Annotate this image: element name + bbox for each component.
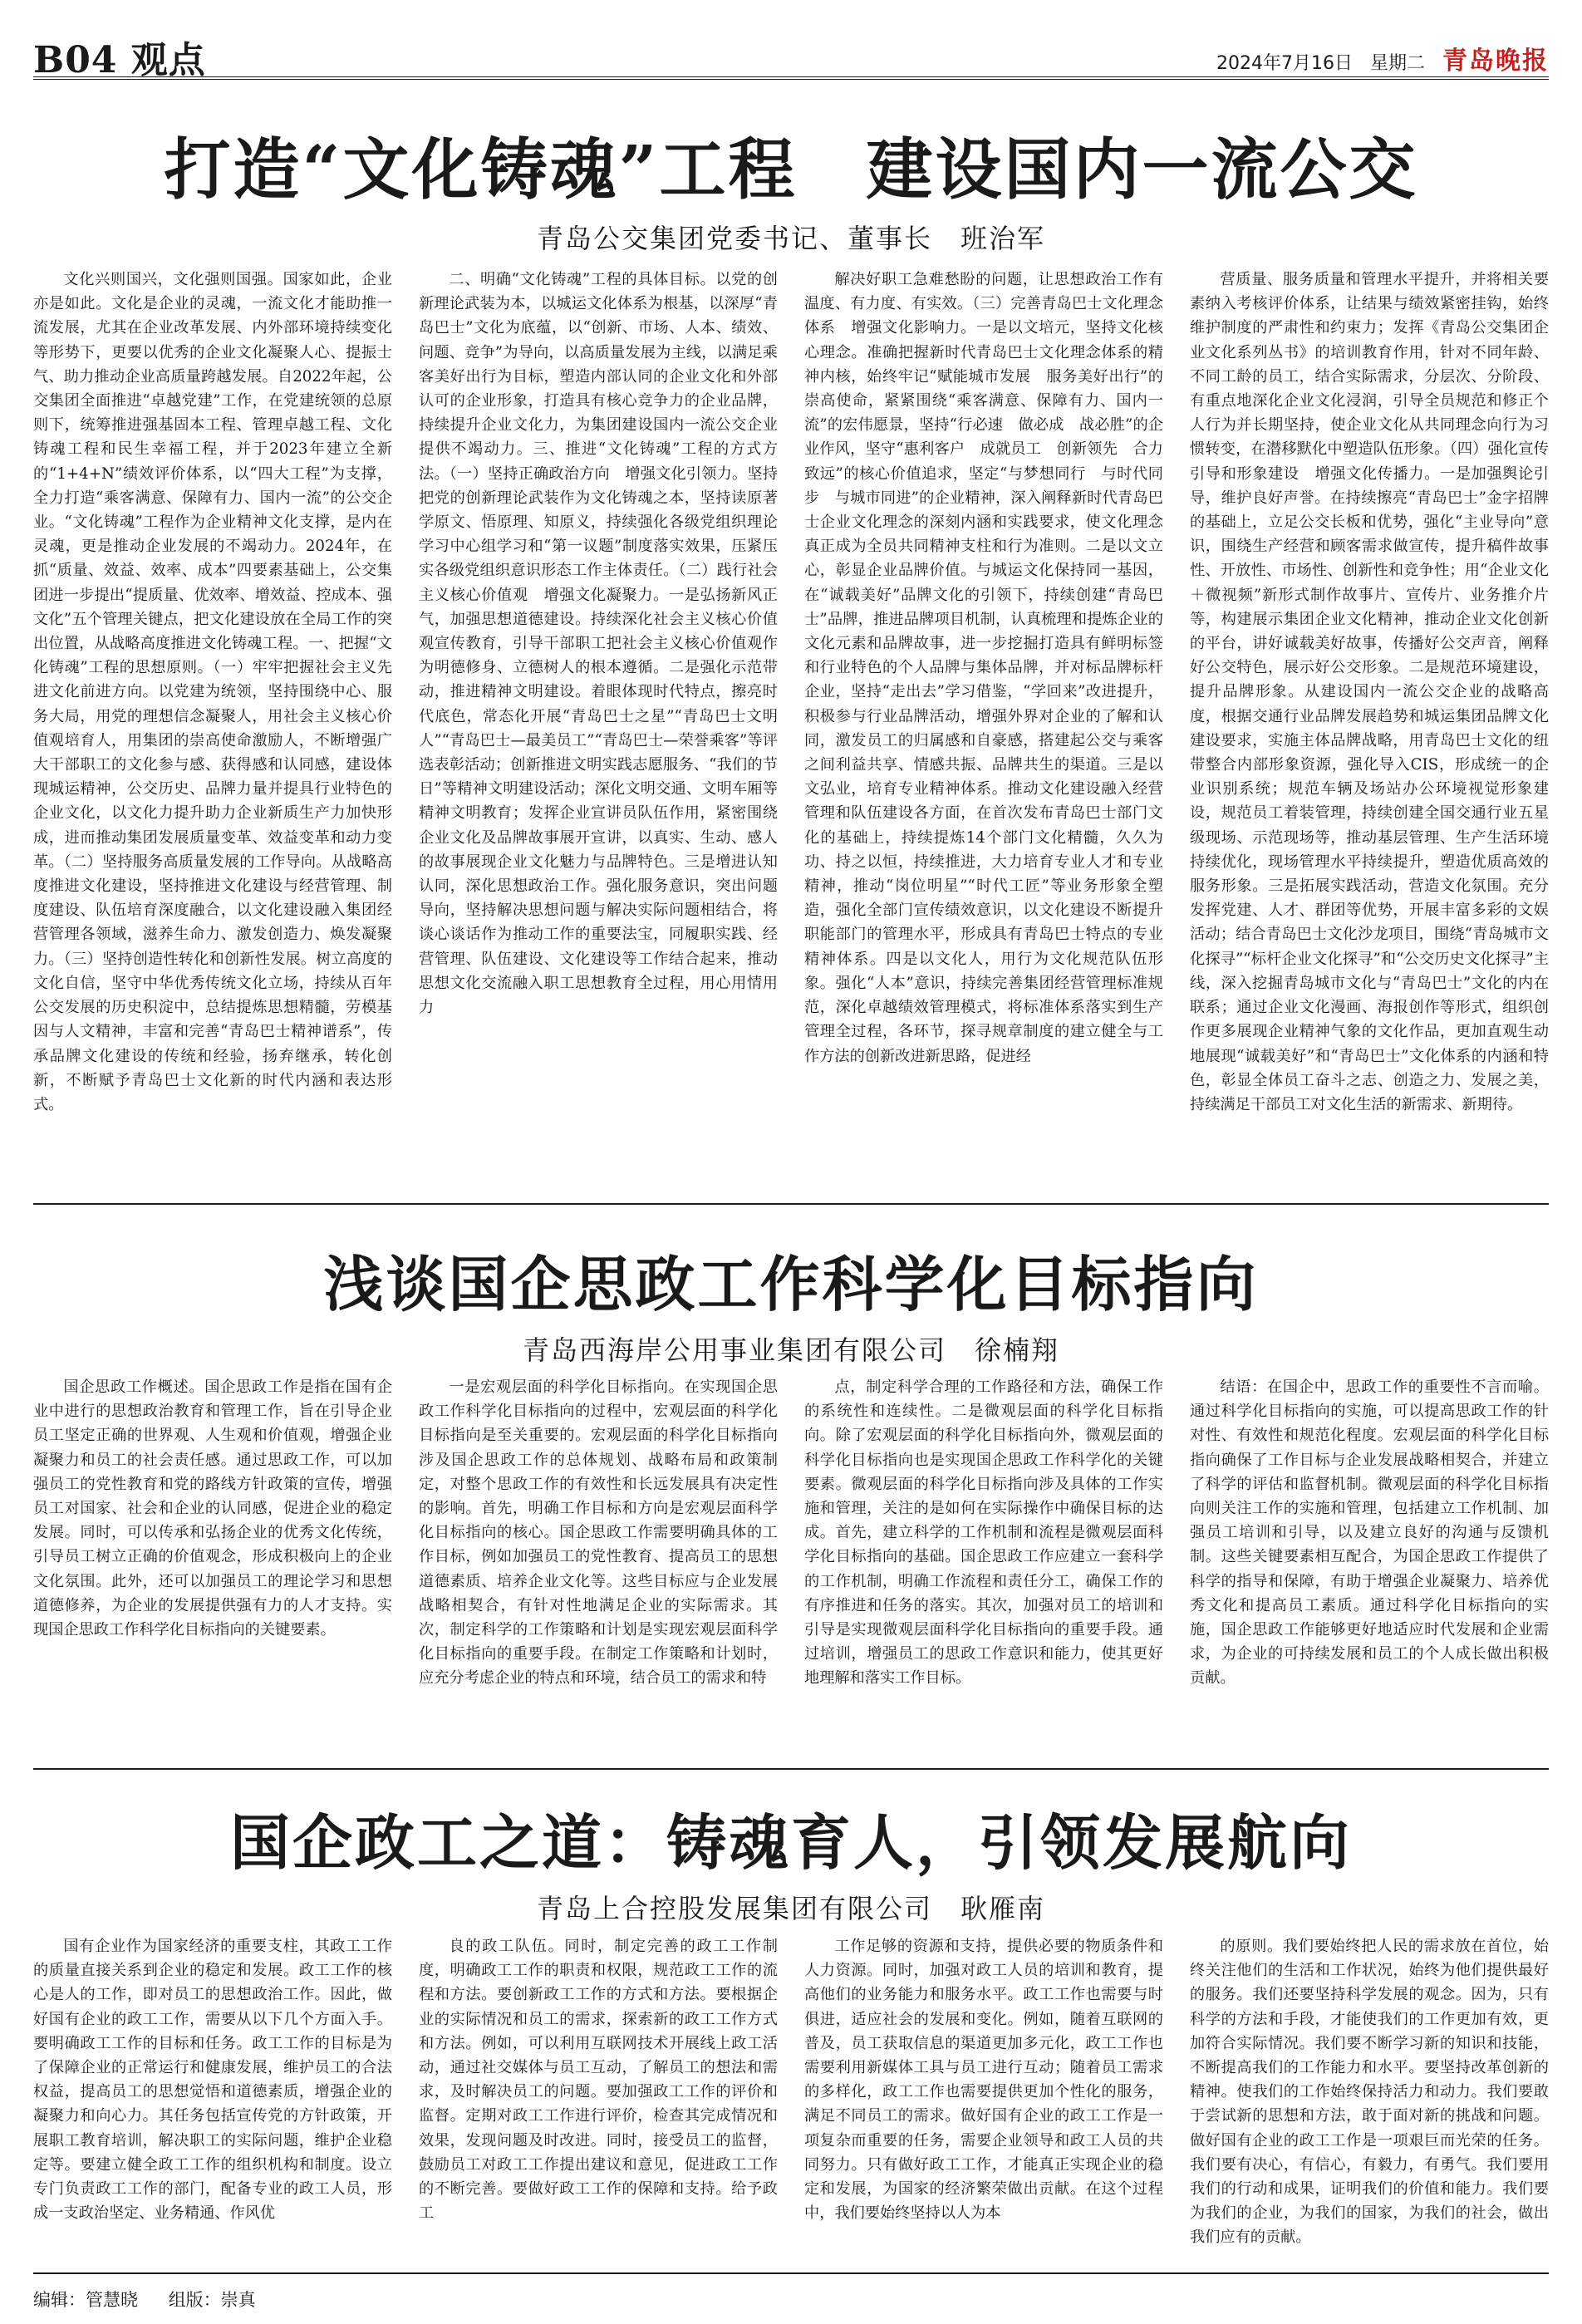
article3-column-2 [419, 1934, 778, 2254]
article2-headline: 浅谈国企思政工作科学化目标指向 [323, 1249, 1259, 1319]
article2-column-4 [1190, 1375, 1549, 1753]
article1-column-4 [1190, 268, 1549, 1188]
page-header [33, 25, 1549, 80]
article2-text-3: 点，制定科学合理的工作路径和方法，确保工作的系统性和连续性。二是微观层面的科学化目标指向。除了宏观层面的科学化目标指向外，微观层面的科学化目标指向也是实现国企思政工作科学化的关键要素。微观层面的科学化目标指向涉及具体的工作实施和管理，关注的是如何在实际操作中确保目标的达成。首先，建立科学的工作机制和流程是微观层面科学化目标指向的基础。国企思政工作应建立一套科学的工作机制，明确工作流程和责任分工，确保工作的有序推进和任务的落实。其次，加强对员工的培训和引导是实现微观层面科学化目标指向的重要手段。通过培训，增强员工的思政工作意识和能力，使其更好地理解和落实工作目标。 [804, 1378, 1163, 1688]
section-divider [33, 1203, 1549, 1205]
article3-byline: 青岛上合控股发展集团有限公司 耿雁南 [536, 1893, 1045, 1924]
section-divider [33, 1768, 1549, 1770]
page-section-label: B04 观点 [33, 39, 206, 81]
article2-byline: 青岛西海岸公用事业集团有限公司 徐楠翔 [522, 1334, 1059, 1366]
newspaper-logo: 青岛晚报 [1442, 47, 1549, 76]
article1-text-1: 文化兴则国兴，文化强则国强。国家如此，企业亦是如此。文化是企业的灵魂，一流文化才能助推一流发展，尤其在企业改革发展、内外部环境持续变化等形势下，更要以优秀的企业文化凝聚人心、提振士气、助力推动企业高质量跨越发展。自2022年起，公交集团全面推进“卓越党建”工作，在党建统领的总原则下，统筹推进强基固本工程、管理卓越工程、文化铸魂工程和民生幸福工程，并于2023年建立全新的“1+4+N”绩效评价体系，以“四大工程”为支撑，全力打造“乘客满意、保障有力、国内一流”的公交企业。“文化铸魂”工程作为企业精神文化支撑，是内在灵魂，更是推动企业发展的不竭动力。2024年，在抓“质量、效益、效率、成本”四要素基础上，公交集团进一步提出“提质量、优效率、增效益、控成本、强文化”五个管理关键点，把文化建设放在全局工作的突出位置，从战略高度推进文化铸魂工程。一、把握“文化铸魂”工程的思想原则。（一）牢牢把握社会主义先进文化前进方向。以党建为统领，坚持围绕中心、服务大局，用党的理想信念凝聚人，用社会主义核心价值观培育人，用集团的崇高使命激励人，不断增强广大干部职工的文化参与感、获得感和认同感，建设体现城运精神，公交历史、品牌力量并提具行业特色的企业文化，以文化力提升助力企业新质生产力加快形成，进而推动集团发展质量变革、效益变革和动力变革。（二）坚持服务高质量发展的工作导向。从战略高度推进文化建设，坚持推进文化建设与经营管理、制度建设、队伍培育深度融合，以文化建设融入集团经营管理各领域，滋养生命力、激发创造力、焕发凝聚力。（三）坚持创造性转化和创新性发展。树立高度的文化自信，坚守中华优秀传统文化立场，持续从百年公交发展的历史积淀中，总结提炼思想精髓，劳模基因与人文精神，丰富和完善“青岛巴士精神谱系”，传承品牌文化建设的传统和经验，扬弃继承，转化创新，不断赋予青岛巴士文化新的时代内涵和表达形式。 [33, 271, 392, 1113]
article1-column-3 [804, 268, 1163, 1188]
article3-text-2: 良的政工队伍。同时，制定完善的政工工作制度，明确政工工作的职责和权限，规范政工工作的流程和方法。要创新政工工作的方式和方法。要根据企业的实际情况和员工的需求，探索新的政工工作方式和方法。例如，可以利用互联网技术开展线上政工活动，通过社交媒体与员工互动，了解员工的想法和需求，及时解决员工的问题。要加强政工工作的评价和监督。定期对政工工作进行评价，检查其完成情况和效果，发现问题及时改进。同时，接受员工的监督，鼓励员工对政工工作提出建议和意见，促进政工工作的不断完善。要做好政工工作的保障和支持。给予政工 [419, 1938, 778, 2223]
article2-text-4: 结语：在国企中，思政工作的重要性不言而喻。通过科学化目标指向的实施，可以提高思政工作的针对性、有效性和规范化程度。宏观层面的科学化目标指向确保了工作目标与企业发展战略相契合，并建立了科学的评估和监督机制。微观层面的科学化目标指向则关注工作的实施和管理，包括建立工作机制、加强员工培训和引导，以及建立良好的沟通与反馈机制。这些关键要素相互配合，为国企思政工作提供了科学的指导和保障，有助于增强企业凝聚力、培养优秀文化和提高员工素质。通过科学化目标指向的实施，国企思政工作能够更好地适应时代发展和企业需求，为企业的可持续发展和员工的个人成长做出积极贡献。 [1190, 1378, 1549, 1688]
article3-headline: 国企政工之道：铸魂育人，引领发展航向 [229, 1807, 1352, 1878]
article3-text-4: 的原则。我们要始终把人民的需求放在首位，始终关注他们的生活和工作状况，始终为他们提供最好的服务。我们还要坚持科学发展的观念。因为，只有科学的方法和手段，才能使我们的工作更加有效，更加符合实际情况。我们要不断学习新的知识和技能，不断提高我们的工作能力和水平。要坚持改革创新的精神。使我们的工作始终保持活力和动力。我们要敢于尝试新的思想和方法，敢于面对新的挑战和问题。做好国有企业的政工工作是一项艰巨而光荣的任务。我们要有决心，有信心，有毅力，有勇气。我们要用我们的行动和成果，证明我们的价值和能力。我们要为我们的企业，为我们的国家，为我们的社会，做出我们应有的贡献。 [1190, 1938, 1549, 2247]
article1-byline: 青岛公交集团党委书记、董事长 班治军 [536, 223, 1045, 254]
header-meta [1205, 40, 1549, 76]
article1-text-4: 营质量、服务质量和管理水平提升，并将相关要素纳入考核评价体系，让结果与绩效紧密挂钩，始终维护制度的严肃性和约束力；发挥《青岛公交集团企业文化系列丛书》的培训教育作用，针对不同年龄、不同工龄的员工，结合实际需求，分层次、分阶段、有重点地深化企业文化浸润，引导全员规范和修正个人行为并长期坚持，使企业文化从共同理念向行为习惯转变，在潜移默化中塑造队伍形象。（四）强化宣传引导和形象建设 增强文化传播力。一是加强舆论引导，维护良好声誉。在持续擦亮“青岛巴士”金字招牌的基础上，立足公交长板和优势，强化“主业导向”意识，围绕生产经营和顾客需求做宣传，提升稿件故事性、开放性、市场性、创新性和竞争性；用“企业文化＋微视频”新形式制作故事片、宣传片、业务推介片等，构建展示集团企业文化精神，推动企业文化创新的平台，讲好诚载美好故事，传播好公交声音，阐释好公交特色，展示好公交形象。二是规范环境建设，提升品牌形象。从建设国内一流公交企业的战略高度，根据交通行业品牌发展趋势和城运集团品牌文化建设要求，实施主体品牌战略，用青岛巴士文化的纽带整合内部形象资源，强化导入CIS，形成统一的企业识别系统；规范车辆及场站办公环境视觉形象建设，规范员工着装管理，持续创建全国交通行业五星级现场、示范现场等，推动基层管理、生产生活环境持续优化，现场管理水平持续提升，塑造优质高效的服务形象。三是拓展实践活动，营造文化氛围。充分发挥党建、人才、群团等优势，开展丰富多彩的文娱活动；结合青岛巴士文化沙龙项目，围绕“青岛城市文化探寻”“标杆企业文化探寻”和“公交历史文化探寻”主线，深入挖掘青岛城市文化与“青岛巴士”文化的内在联系；通过企业文化漫画、海报创作等形式，组织创作更多展现企业精神气象的文化作品，更加直观生动地展现“诚载美好”和“青岛巴士”文化体系的内涵和特色，彰显全体员工奋斗之志、创造之力、发展之美，持续满足干部员工对文化生活的新需求、新期待。 [1190, 271, 1549, 1113]
article3-column-1 [33, 1934, 392, 2254]
issue-date: 2024年7月16日 [1216, 53, 1353, 74]
article2-column-3 [804, 1375, 1163, 1753]
article3-body [33, 1934, 1549, 2254]
article1-text-3: 解决好职工急难愁盼的问题，让思想政治工作有温度、有力度、有实效。（三）完善青岛巴士文化理念体系 增强文化影响力。一是以文培元，坚持文化核心理念。准确把握新时代青岛巴士文化理念体系的精神内核，始终牢记“赋能城市发展 服务美好出行”的崇高使命，紧紧围绕“乘客满意、保障有力、国内一流”的宏伟愿景，坚持“行必速 做必成 战必胜”的企业作风，坚守“惠利客户 成就员工 创新领先 合力致远”的核心价值追求，坚定“与梦想同行 与时代同步 与城市同进”的企业精神，深入阐释新时代青岛巴士企业文化理念的深刻内涵和实践要求，使文化理念真正成为全员共同精神支柱和行为准则。二是以文立心，彰显企业品牌价值。与城运文化保持同一基因，在“诚载美好”品牌文化的引领下，持续创建“青岛巴士”品牌，推进品牌项目机制，认真梳理和提炼企业的文化元素和品牌故事，进一步挖掘打造具有鲜明标签和行业特色的个人品牌与集体品牌，并对标品牌标杆企业，坚持“走出去”学习借鉴，“学回来”改进提升，积极参与行业品牌活动，增强外界对企业的了解和认同，激发员工的归属感和自豪感，搭建起公交与乘客之间利益共享、情感共振、品牌共生的渠道。三是以文弘业，培育专业精神体系。推动文化建设融入经营管理和队伍建设各方面，在首次发布青岛巴士部门文化的基础上，持续提炼14个部门文化精髓，久久为功、持之以恒，持续推进，大力培育专业人才和专业精神，推动“岗位明星”“时代工匠”等业务形象全塑造，强化全部门宣传绩效意识，以文化建设不断提升职能部门的管理水平，形成具有青岛巴士特点的专业精神体系。四是以文化人，用行为文化规范队伍形象。强化“人本”意识，持续完善集团经营管理标准规范，深化卓越绩效管理模式，将标准体系落实到生产管理全过程，各环节，探寻规章制度的建立健全与工作方法的创新改进新思路，促进经 [804, 271, 1163, 1065]
article1-column-2 [419, 268, 778, 1188]
footer-divider [33, 2272, 1549, 2274]
article3-text-1: 国有企业作为国家经济的重要支柱，其政工工作的质量直接关系到企业的稳定和发展。政工工作的核心是人的工作，即对员工的思想政治工作。因此，做好国有企业的政工工作，需要从以下几个方面入手。要明确政工工作的目标和任务。政工工作的目标是为了保障企业的正常运行和健康发展，维护员工的合法权益，提高员工的思想觉悟和道德素质，增强企业的凝聚力和向心力。其任务包括宣传党的方针政策，开展职工教育培训，解决职工的实际问题，维护企业稳定等。要建立健全政工工作的组织机构和制度。设立专门负责政工工作的部门，配备专业的政工人员，形成一支政治坚定、业务精通、作风优 [33, 1938, 392, 2223]
article1-column-1 [33, 268, 392, 1188]
article2-text-2: 一是宏观层面的科学化目标指向。在实现国企思政工作科学化目标指向的过程中，宏观层面的科学化目标指向是至关重要的。宏观层面的科学化目标指向涉及国企思政工作的总体规划、战略布局和政策制定，对整个思政工作的有效性和长远发展具有决定性的影响。首先，明确工作目标和方向是宏观层面科学化目标指向的核心。国企思政工作需要明确具体的工作目标，例如加强员工的党性教育、提高员工的思想道德素质、培养企业文化等。这些目标应与企业发展战略相契合，有针对性地满足企业的实际需求。其次，制定科学的工作策略和计划是实现宏观层面科学化目标指向的重要手段。在制定工作策略和计划时，应充分考虑企业的特点和环境，结合员工的需求和特 [419, 1378, 778, 1688]
editor-credit: 编辑：管慧晓 [33, 2290, 138, 2310]
article1-text-2: 二、明确“文化铸魂”工程的具体目标。以党的创新理论武装为本，以城运文化体系为根基，以深厚“青岛巴士”文化为底蕴，以“创新、市场、人本、绩效、问题、竞争”为导向，以高质量发展为主线，以满足乘客美好出行为目标，塑造内部认同的企业文化和外部认可的企业形象，打造具有核心竞争力的企业品牌，持续提升企业文化力，为集团建设国内一流公交企业提供不竭动力。三、推进“文化铸魂”工程的方式方法。（一）坚持正确政治方向 增强文化引领力。坚持把党的创新理论武装作为文化铸魂之本，坚持读原著学原文、悟原理、知原义，持续强化各级党组织理论学习中心组学习和“第一议题”制度落实效果，压紧压实各级党组织意识形态工作主体责任。（二）践行社会主义核心价值观 增强文化凝聚力。一是弘扬新风正气，加强思想道德建设。持续深化社会主义核心价值观宣传教育，引导干部职工把社会主义核心价值观作为明德修身、立德树人的根本遵循。二是强化示范带动，推进精神文明建设。着眼体现时代特点，擦亮时代底色，常态化开展“青岛巴士之星”“青岛巴士文明人”“青岛巴士—最美员工”“青岛巴士—荣誉乘客”等评选表彰活动；创新推进文明实践志愿服务、“我们的节日”等精神文明建设活动；深化文明交通、文明车厢等精神文明教育；发挥企业宣讲员队伍作用，紧密围绕企业文化及品牌故事展开宣讲，以真实、生动、感人的故事展现企业文化魅力与品牌特色。三是增进认知认同，深化思想政治工作。强化服务意识，突出问题导向，坚持解决思想问题与解决实际问题相结合，将谈心谈话作为推动工作的重要法宝，同履职实践、经营管理、队伍建设、文化建设等工作结合起来，推动思想文化交流融入职工思想教育全过程，用心用情用力 [419, 271, 778, 1017]
article2-column-1 [33, 1375, 392, 1753]
article3-column-3 [804, 1934, 1163, 2254]
article2-body [33, 1375, 1549, 1753]
layout-credit: 组版：崇真 [168, 2290, 256, 2310]
article1-body [33, 268, 1549, 1188]
article2-text-1: 国企思政工作概述。国企思政工作是指在国有企业中进行的思想政治教育和管理工作，旨在引导企业员工坚定正确的世界观、人生观和价值观，增强企业凝聚力和员工的社会责任感。通过思政工作，可以加强员工的党性教育和党的路线方针政策的宣传，增强员工对国家、社会和企业的认同感，促进企业的稳定发展。同时，可以传承和弘扬企业的优秀文化传统，引导员工树立正确的价值观念，形成积极向上的企业文化氛围。此外，还可以加强员工的理论学习和思想道德修养，为企业的发展提供强有力的人才支持。实现国企思政工作科学化目标指向的关键要素。 [33, 1378, 392, 1639]
article2-column-2 [419, 1375, 778, 1753]
article1-headline: 打造“文化铸魂”工程 建设国内一流公交 [164, 130, 1418, 209]
article3-column-4 [1190, 1934, 1549, 2254]
page-footer [33, 2287, 281, 2312]
article3-text-3: 工作足够的资源和支持，提供必要的物质条件和人力资源。同时，加强对政工人员的培训和教育，提高他们的业务能力和服务水平。政工工作也需要与时俱进，适应社会的发展和变化。例如，随着互联网的普及，员工获取信息的渠道更加多元化，政工工作也需要利用新媒体工具与员工进行互动；随着员工需求的多样化，政工工作也需要提供更加个性化的服务，满足不同员工的需求。做好国有企业的政工工作是一项复杂而重要的任务，需要企业领导和政工人员的共同努力。只有做好政工工作，才能真正实现企业的稳定和发展，为国家的经济繁荣做出贡献。在这个过程中，我们要始终坚持以人为本 [804, 1938, 1163, 2223]
issue-weekday: 星期二 [1369, 53, 1425, 74]
